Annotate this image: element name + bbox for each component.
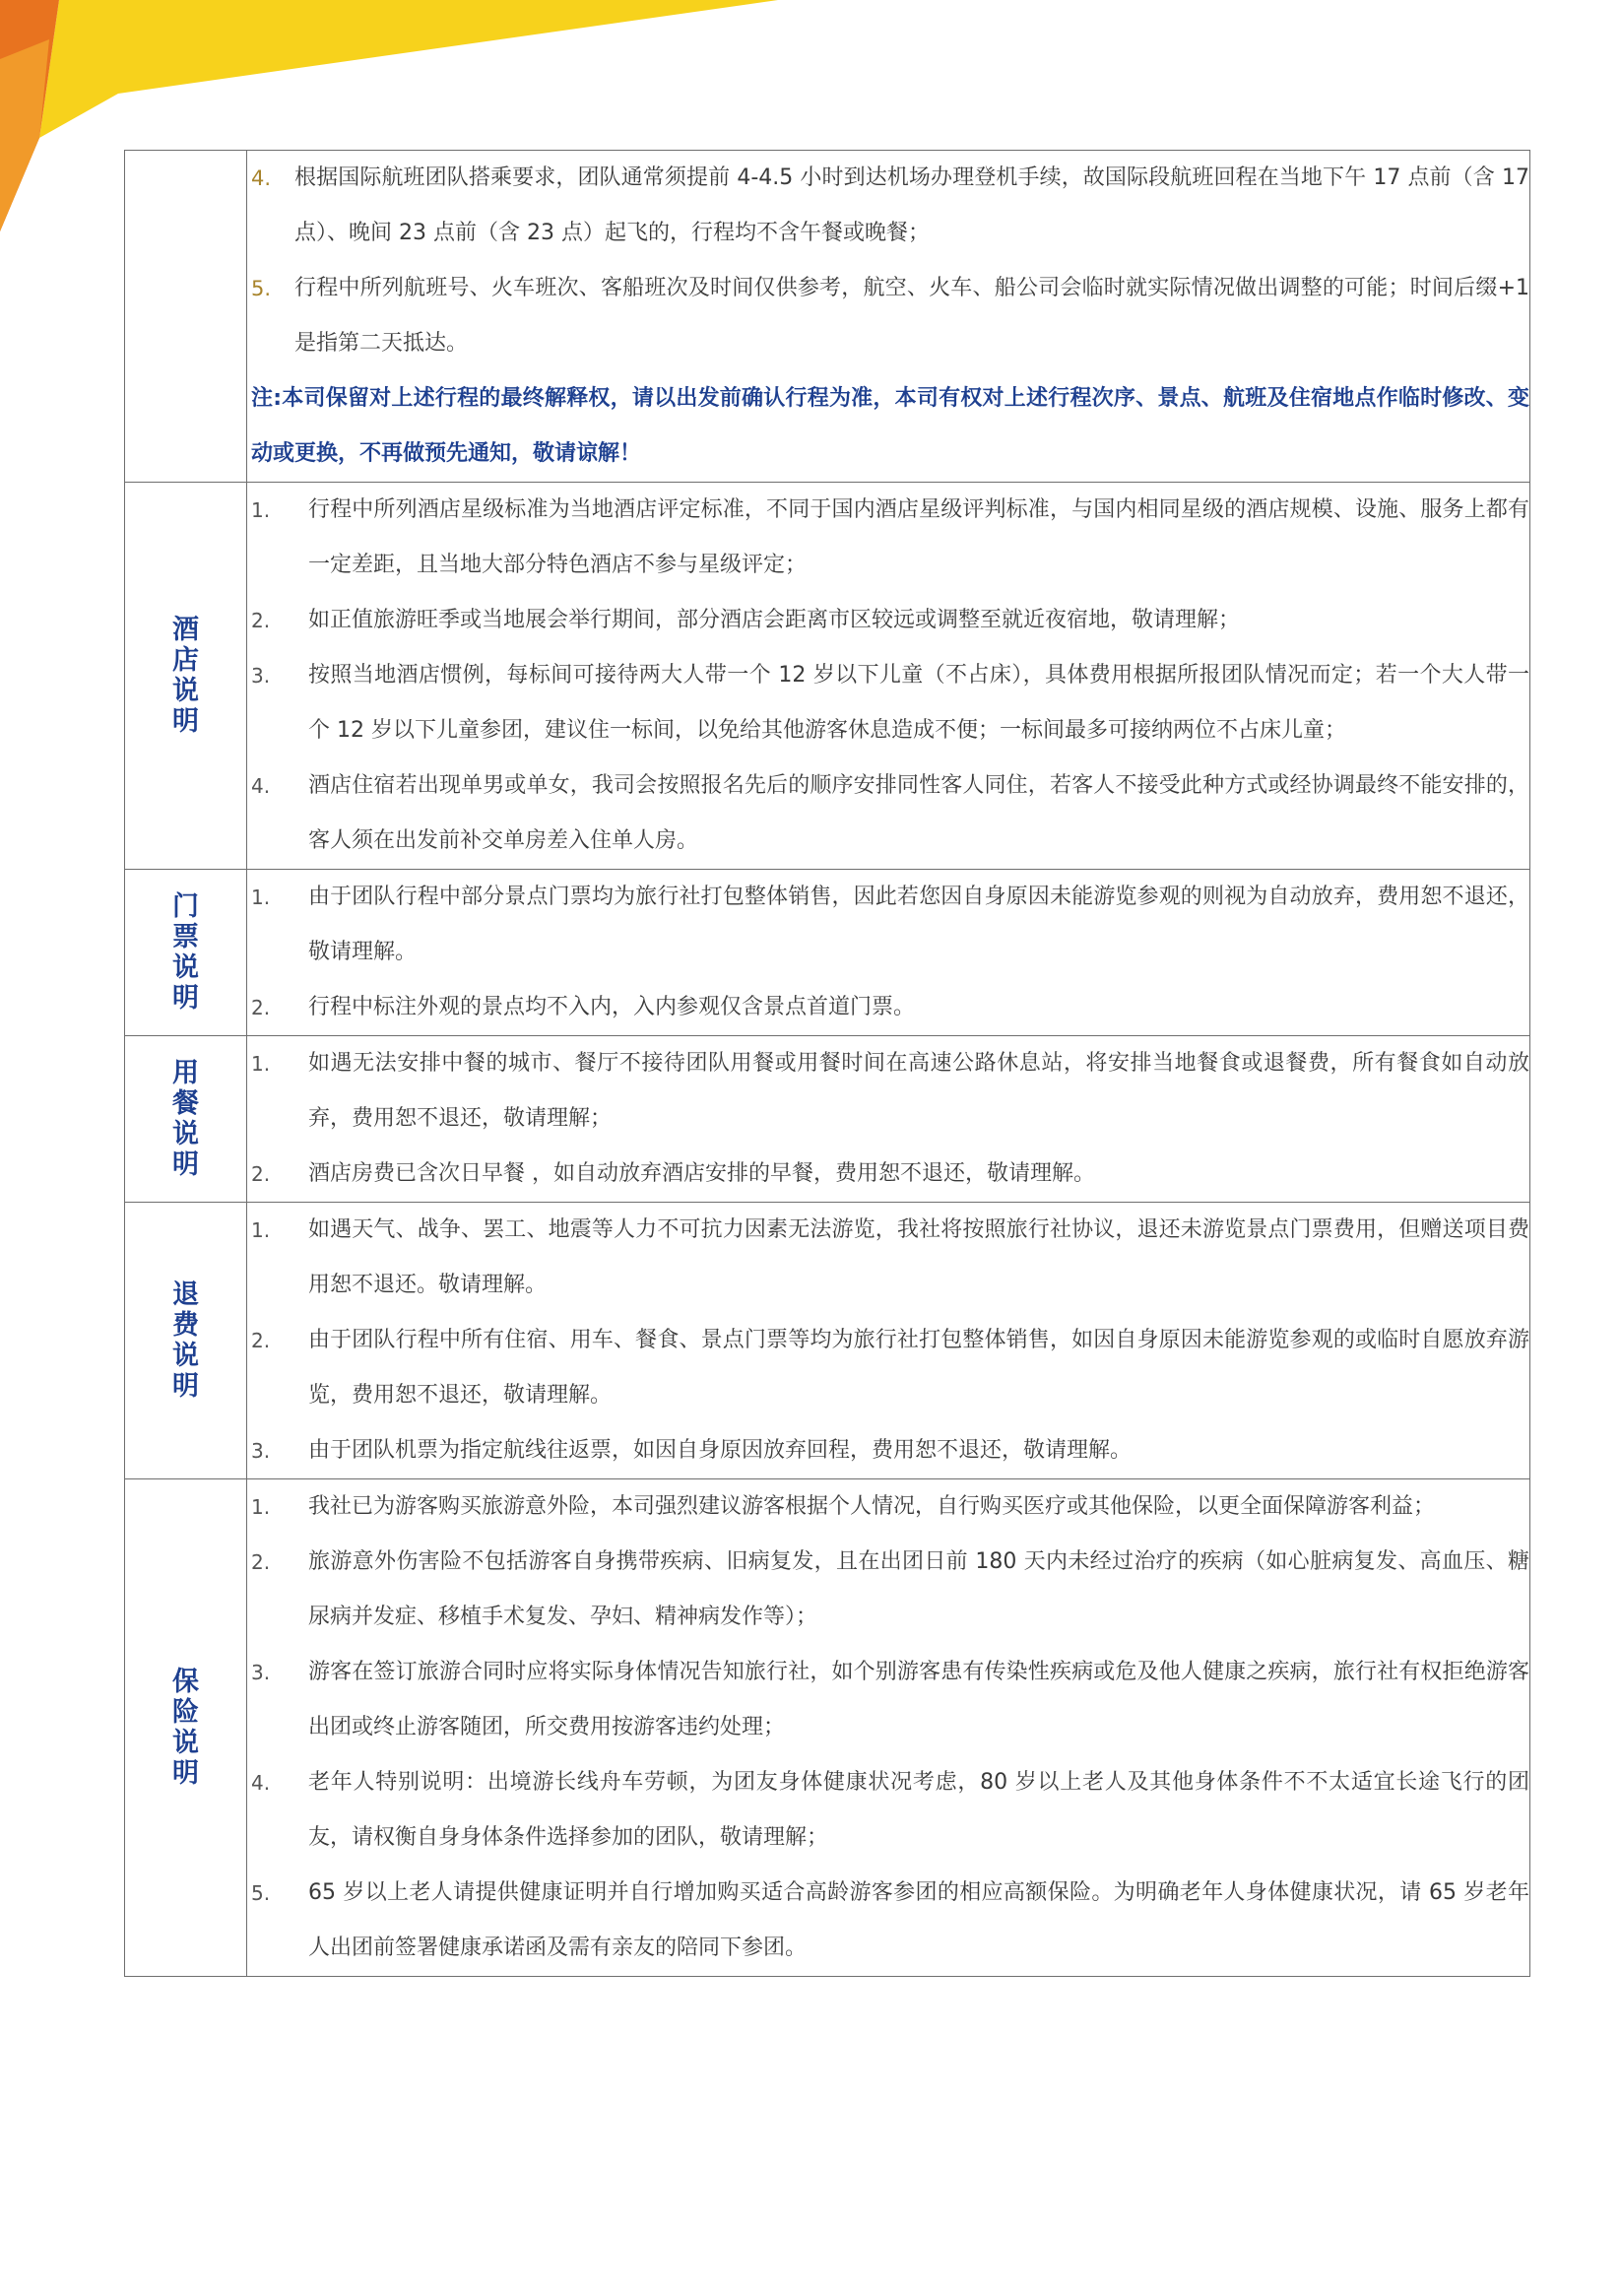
list-item [247,1479,1529,1535]
item-number: 4. [251,774,271,798]
section-label-cell [125,483,247,870]
item-text: 酒店住宿若出现单男或单女，我司会按照报名先后的顺序安排同性客人同住，若客人不接受此种方式或经协调最终不能安排的，客人须在出发前补交单房差入住单人房。 [308,773,1529,853]
section-label-meal: 用餐说明 [172,1058,199,1180]
meal-section-content [247,1036,1530,1203]
item-text: 根据国际航班团队搭乘要求，团队通常须提前 4-4.5 小时到达机场办理登机手续，故国际段航班回程在当地下午 17 点前（含 17 点）、晚间 23 点前（含 23 点）起飞的，行程均不含午餐或晚餐； [294,165,1529,245]
item-number: 3. [251,664,271,688]
item-text: 酒店房费已含次日早餐 ，如自动放弃酒店安排的早餐，费用恕不退还，敬请理解。 [308,1161,1095,1186]
ticket-section-content [247,870,1530,1036]
item-number: 2. [251,996,271,1019]
list-item [247,261,1529,371]
section-label-cell [125,870,247,1036]
section-label-cell [125,1479,247,1977]
item-number: 4. [251,166,272,190]
item-text: 行程中标注外观的景点均不入内，入内参观仅含景点首道门票。 [308,995,916,1019]
list-item [247,151,1529,261]
item-number: 1. [251,1495,271,1519]
refund-section-content [247,1203,1530,1479]
item-text: 如正值旅游旺季或当地展会举行期间，部分酒店会距离市区较远或调整至就近夜宿地，敬请理解； [308,608,1241,632]
list-item [247,870,1529,980]
item-text: 行程中所列酒店星级标准为当地酒店评定标准，不同于国内酒店星级评判标准，与国内相同星级的酒店规模、设施、服务上都有一定差距，且当地大部分特色酒店不参与星级评定； [308,497,1529,577]
list-item [247,648,1529,758]
item-text: 由于团队机票为指定航线往返票，如因自身原因放弃回程，费用恕不退还，敬请理解。 [308,1438,1133,1463]
meal-section-row [125,1036,1530,1203]
refund-section-row [125,1203,1530,1479]
list-item [247,1203,1529,1313]
item-number: 3. [251,1439,271,1463]
hotel-section-content [247,483,1530,870]
item-number: 5. [251,277,272,300]
list-item [247,1866,1529,1976]
item-text: 由于团队行程中部分景点门票均为旅行社打包整体销售，因此若您因自身原因未能游览参观的则视为自动放弃，费用恕不退还，敬请理解。 [308,885,1529,964]
item-number: 4. [251,1771,271,1795]
item-text: 游客在签订旅游合同时应将实际身体情况告知旅行社，如个别游客患有传染性疾病或危及他人健康之疾病，旅行社有权拒绝游客出团或终止游客随团，所交费用按游客违约处理； [308,1660,1529,1739]
item-text: 老年人特别说明：出境游长线舟车劳顿，为团友身体健康状况考虑，80 岁以上老人及其他身体条件不不太适宜长途飞行的团友，请权衡自身身体条件选择参加的团队，敬请理解； [308,1770,1529,1850]
item-number: 2. [251,1162,271,1186]
section-label-refund: 退费说明 [172,1279,199,1402]
item-text: 行程中所列航班号、火车班次、客船班次及时间仅供参考，航空、火车、船公司会临时就实际情况做出调整的可能；时间后缀+1 是指第二天抵达。 [294,276,1529,356]
item-text: 我社已为游客购买旅游意外险，本司强烈建议游客根据个人情况，自行购买医疗或其他保险，以更全面保障游客利益； [308,1494,1436,1519]
hotel-section-row [125,483,1530,870]
section-label-cell [125,1203,247,1479]
list-item [247,1313,1529,1423]
list-item [247,1755,1529,1866]
item-text: 由于团队行程中所有住宿、用车、餐食、景点门票等均为旅行社打包整体销售，如因自身原因未能游览参观的或临时自愿放弃游览，费用恕不退还，敬请理解。 [308,1328,1529,1408]
corner-yellow-shape [39,0,778,138]
item-number: 2. [251,609,271,632]
item-number: 1. [251,498,271,522]
item-number: 2. [251,1329,271,1352]
section-label-insurance: 保险说明 [172,1667,199,1789]
insurance-section-content [247,1479,1530,1977]
section-label-ticket: 门票说明 [172,891,199,1014]
item-number: 1. [251,886,271,909]
insurance-section-row [125,1479,1530,1977]
disclaimer-note: 注:本司保留对上述行程的最终解释权，请以出发前确认行程为准，本司有权对上述行程次序、景点、航班及住宿地点作临时修改、变动或更换，不再做预先通知，敬请谅解！ [251,386,1529,466]
flight-notes-row [125,151,1530,483]
list-item [247,758,1529,869]
list-item [247,483,1529,593]
item-text: 旅游意外伤害险不包括游客自身携带疾病、旧病复发，且在出团日前 180 天内未经过治疗的疾病（如心脏病复发、高血压、糖尿病并发症、移植手术复发、孕妇、精神病发作等）； [308,1549,1529,1629]
item-text: 如遇天气、战争、罢工、地震等人力不可抗力因素无法游览，我社将按照旅行社协议，退还未游览景点门票费用，但赠送项目费用恕不退还。敬请理解。 [308,1217,1529,1297]
item-text: 65 岁以上老人请提供健康证明并自行增加购买适合高龄游客参团的相应高额保险。为明确老年人身体健康状况，请 65 岁老年人出团前签署健康承诺函及需有亲友的陪同下参团。 [308,1880,1529,1960]
list-item [247,980,1529,1035]
notes-table [124,150,1530,1977]
item-text: 按照当地酒店惯例，每标间可接待两大人带一个 12 岁以下儿童（不占床），具体费用根据所报团队情况而定；若一个大人带一个 12 岁以下儿童参团，建议住一标间，以免给其他游客休息造成不便；一标间最多可接纳两位不占床儿童； [308,663,1529,743]
list-item [247,1147,1529,1202]
flight-notes-content [247,151,1530,483]
item-number: 5. [251,1881,271,1905]
item-number: 1. [251,1052,271,1076]
item-number: 3. [251,1661,271,1684]
flight-notes-label-cell [125,151,247,483]
list-item [247,1423,1529,1478]
list-item [247,1645,1529,1755]
section-label-cell [125,1036,247,1203]
item-text: 如遇无法安排中餐的城市、餐厅不接待团队用餐或用餐时间在高速公路休息站，将安排当地餐食或退餐费，所有餐食如自动放弃，费用恕不退还，敬请理解； [308,1051,1529,1131]
item-number: 2. [251,1550,271,1574]
list-item [247,593,1529,648]
ticket-section-row [125,870,1530,1036]
section-label-hotel: 酒店说明 [172,615,199,737]
list-item [247,1036,1529,1147]
item-number: 1. [251,1218,271,1242]
list-item [247,1535,1529,1645]
